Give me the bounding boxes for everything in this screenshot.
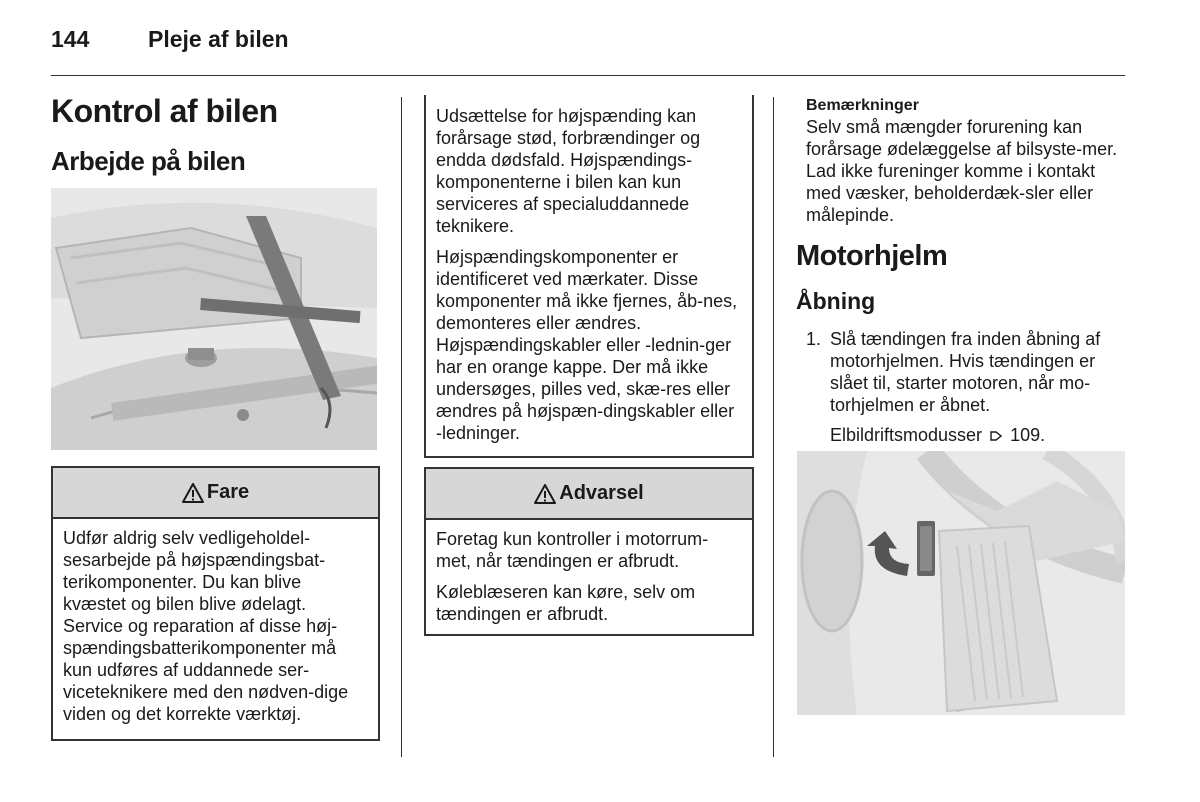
warning-box bbox=[424, 467, 754, 636]
section-heading: Kontrol af bilen bbox=[51, 93, 278, 129]
high-voltage-text-1: Udsættelse for højspænding kan forårsage stød, forbrændinger og endda dødsfald. Højspændings-komponenterne i bilen kan kun serviceres af specialuddannede teknikere. bbox=[436, 106, 701, 236]
section-subheading: Arbejde på bilen bbox=[51, 146, 246, 176]
warning-text-1: Foretag kun kontroller i motorrum-met, når tændingen er afbrudt. bbox=[436, 529, 709, 571]
warning-triangle-icon bbox=[534, 484, 556, 504]
hood-release-lever-illustration bbox=[797, 451, 1125, 715]
danger-box bbox=[51, 466, 380, 741]
column-divider-1 bbox=[401, 97, 402, 757]
warning-box-title: Advarsel bbox=[559, 482, 644, 504]
step-text: Slå tændingen fra inden åbning af motorhjelmen. Hvis tændingen er slået til, starter motoren, når mo-torhjelmen er åbnet. bbox=[830, 329, 1101, 415]
running-title: Pleje af bilen bbox=[148, 26, 289, 52]
note-block bbox=[806, 96, 1126, 226]
high-voltage-box-content bbox=[426, 95, 752, 452]
header-rule bbox=[51, 75, 1125, 76]
danger-box-header bbox=[53, 468, 378, 519]
warning-box-header bbox=[426, 469, 752, 520]
page-reference-arrow-icon bbox=[990, 430, 1002, 442]
engine-bay-illustration bbox=[51, 188, 377, 450]
note-text: Selv små mængder forurening kan forårsage ødelæggelse af bilsyste-mer. Lad ikke fureninger komme i kontakt med væsker, beholderdæk-sler eller målepinde. bbox=[806, 117, 1118, 225]
cross-reference-text: Elbildriftsmodusser bbox=[830, 425, 983, 445]
high-voltage-box-continuation bbox=[424, 95, 754, 458]
page-number: 144 bbox=[51, 26, 90, 52]
danger-box-title: Fare bbox=[206, 481, 250, 503]
step-number: 1. bbox=[806, 329, 822, 349]
cross-reference bbox=[830, 424, 1126, 446]
note-title: Bemærkninger bbox=[806, 97, 919, 114]
cross-reference-page: 109. bbox=[1010, 425, 1046, 445]
hood-heading: Motorhjelm bbox=[796, 240, 948, 272]
warning-triangle-icon bbox=[182, 483, 204, 503]
column-divider-2 bbox=[773, 97, 774, 757]
high-voltage-text-2: Højspændingskomponenter er identificeret ved mærkater. Disse komponenter må ikke fjernes, åb-nes, demonteres eller ændres. Højspændingskabler eller -lednin-ger har en orange kappe. Der må ikke undersøges, pilles ved, skæ-res eller ændres på højspæn-dingskabler eller -ledninger. bbox=[436, 247, 738, 443]
danger-box-content bbox=[53, 519, 378, 733]
danger-box-text: Udfør aldrig selv vedligeholdel-sesarbejde på højspændingsbat-terikomponenter. Du kan blive kvæstet og bilen blive ødelagt. Service og reparation af disse høj-spændingsbatterikomponenter må kun udføres af uddannede ser-viceteknikere med den nødven-dige viden og det korrekte værktøj. bbox=[63, 528, 349, 724]
warning-text-2: Køleblæseren kan køre, selv om tændingen er afbrudt. bbox=[436, 582, 696, 624]
opening-subheading: Åbning bbox=[796, 288, 876, 314]
warning-box-content bbox=[426, 520, 752, 633]
